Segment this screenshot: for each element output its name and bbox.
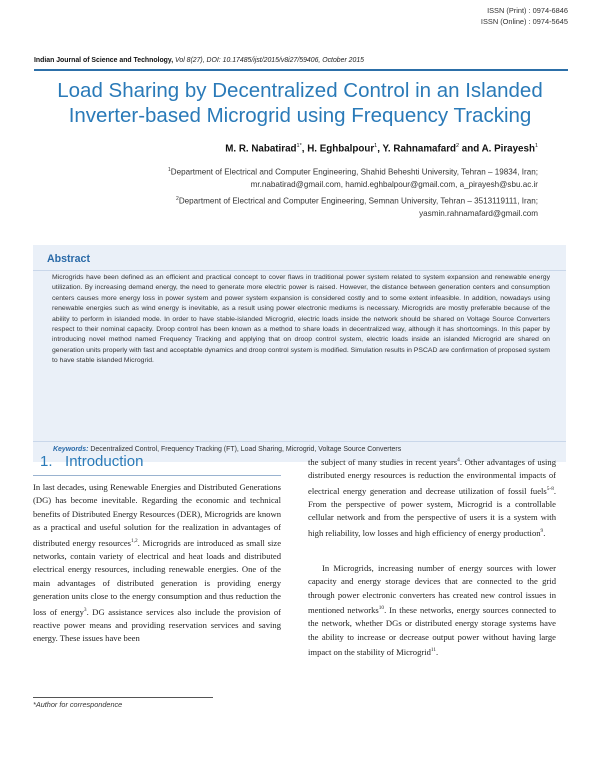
intro-paragraph-right-1 [308, 454, 556, 540]
text-run: . From the perspective of power system, Microgrid is a controllable cellular network and from the perspective of users it is a system with high reliability, low losses and high efficiency of energy production [308, 485, 556, 538]
text-run: In Microgrids, increasing number of energy sources with lower capacity and energy storage devices that are connected to the grid through power electronic converters has created new control issues in mentioned networks [308, 563, 556, 616]
journal-details: Vol 8(27), DOI: 10.17485/ijst/2015/v8i27/59406, October 2015 [173, 57, 365, 64]
title-line-1: Load Sharing by Decentralized Control in an Islanded [57, 79, 543, 102]
abstract-divider [33, 270, 566, 271]
affiliation-2-email: yasmin.rahnamafard@gmail.com [419, 208, 538, 218]
citation-mark: 3 [83, 606, 87, 613]
author-affiliation-mark: 1* [296, 143, 302, 149]
text-run: . Microgrids are introduced as small size networks, contain variety of electrical and heat loads and distributed electrical energy resources, including renewable energies. One of the main advantages of distributed generation is providing energy generation units close to the energy consumption and thus reduction the loss of energy [33, 537, 282, 617]
citation-mark: 5-8 [546, 485, 554, 492]
issn-online: ISSN (Online) : 0974-5645 [480, 16, 568, 26]
author-list [225, 143, 538, 154]
affiliation-1-emails: mr.nabatirad@gmail.com, hamid.eghbalpour@gmail.com, a_pirayesh@sbu.ac.ir [250, 179, 538, 189]
citation-mark: 4 [457, 457, 460, 463]
intro-paragraph-right-2 [308, 562, 556, 660]
author-name: M. R. Nabatirad [225, 143, 297, 155]
author-name: H. Eghbalpour [307, 143, 375, 155]
section-rule [33, 475, 281, 476]
header-rule [34, 69, 568, 71]
text-run: . [543, 527, 546, 538]
citation-mark: 10 [378, 605, 385, 612]
affiliation-2-text: Department of Electrical and Computer Engineering, Semnan University, Tehran – 3513119111, Iran; [178, 196, 538, 206]
intro-paragraph-left [33, 481, 281, 646]
author-affiliation-mark: 2 [456, 143, 460, 149]
issn-block [481, 6, 568, 27]
keywords-divider [33, 441, 566, 442]
text-run: the subject of many studies in recent years [308, 456, 458, 467]
author-separator: and [459, 143, 482, 155]
journal-citation [34, 57, 364, 64]
title-line-2: Inverter-based Microgrid using Frequency Tracking [68, 104, 532, 127]
affiliation-2 [176, 193, 538, 220]
affiliation-1 [168, 164, 538, 191]
affiliation-1-text: Department of Electrical and Computer Engineering, Shahid Beheshti University, Tehran – 19834, Iran; [170, 167, 538, 177]
text-run: . [436, 647, 439, 658]
author-separator: , [301, 143, 308, 155]
abstract-heading: Abstract [47, 253, 90, 265]
keywords-list: Decentralized Control, Frequency Tracking (FT), Load Sharing, Microgrid, Voltage Source Converters [88, 446, 402, 453]
keywords-line [53, 446, 401, 453]
author-name: Y. Rahnamafard [382, 143, 456, 155]
text-run: . Other advantages of using distributed energy resources is reduction the environmental impacts of electrical energy generation and decrease utilization of fossil fuels [308, 456, 556, 496]
author-affiliation-mark: 1 [374, 143, 378, 149]
citation-mark: 9 [540, 527, 544, 534]
author-name: A. Pirayesh [481, 143, 535, 155]
text-run: . In these networks, energy sources connected to the network, whether DGs or distributed energy storage systems have the ability to increase or decrease output power without having large impact on the stability of Microgrid [308, 605, 556, 658]
affiliation-1-line-1 [168, 164, 538, 179]
affiliation-2-mark: 2 [176, 196, 179, 202]
section-title: Introduction [65, 453, 144, 470]
footnote-correspondence: *Author for correspondence [33, 700, 123, 709]
text-run: . DG assistance services also include the provision of reactive power means and providing reservation services and saving energy. These issues have been [33, 606, 281, 644]
journal-name: Indian Journal of Science and Technology, [34, 57, 174, 64]
keywords-label: Keywords: [53, 446, 89, 453]
affiliation-2-line-1 [176, 193, 538, 208]
affiliation-1-mark: 1 [167, 167, 171, 173]
author-separator: , [377, 143, 383, 155]
abstract-text: Microgrids have been defined as an efficient and practical concept to cover flaws in traditional power system related to system expansion and renewable energy utilization. By increasing demand energy, the need to generate more electric power is raised. However, the distance between generation centers and consumption centers causes more energy loss in power system and power system expansion is considered costly and to some extent infeasible. In addition, nowadays using renewable energies such as wind energy is inevitable, as a result using power electronic mediums is necessary. Microgrids are mostly preferable because of the ability to perform in islanded mode. In order to have stable-islanded Microgrid, electric loads inside the network should be shared on Voltage Source Converters respect to their nominal capacity. Droop control has been known as a method to share loads in decentralized way, although it has shortcomings. In this paper by introducing novel method named Frequency Tracking and applying that on droop control system, electric loads inside an islanded Microgrid are shared on generation units properly with fast and acceptable dynamics and droop control system is modified. Simulation results in PSCAD are confirmation of proposed system to have stable islanded Microgrid. [52, 274, 550, 365]
issn-print: ISSN (Print) : 0974-6846 [487, 6, 568, 15]
text-run: In last decades, using Renewable Energies and Distributed Generations (DG) has become inevitable. Regarding the economic and technical benefits of Distributed Energy Resources (DER), Microgrids are known as a practical and useful solution for the realization in advantages of distributed energy resources [33, 482, 281, 548]
citation-mark: 1,2 [131, 537, 138, 544]
citation-mark: 11 [430, 647, 437, 654]
author-affiliation-mark: 1 [534, 143, 538, 149]
section-heading-introduction [40, 453, 270, 470]
abstract-box [33, 245, 566, 462]
footnote-rule [33, 697, 213, 698]
section-number: 1. [40, 453, 53, 470]
paper-title [20, 78, 580, 128]
